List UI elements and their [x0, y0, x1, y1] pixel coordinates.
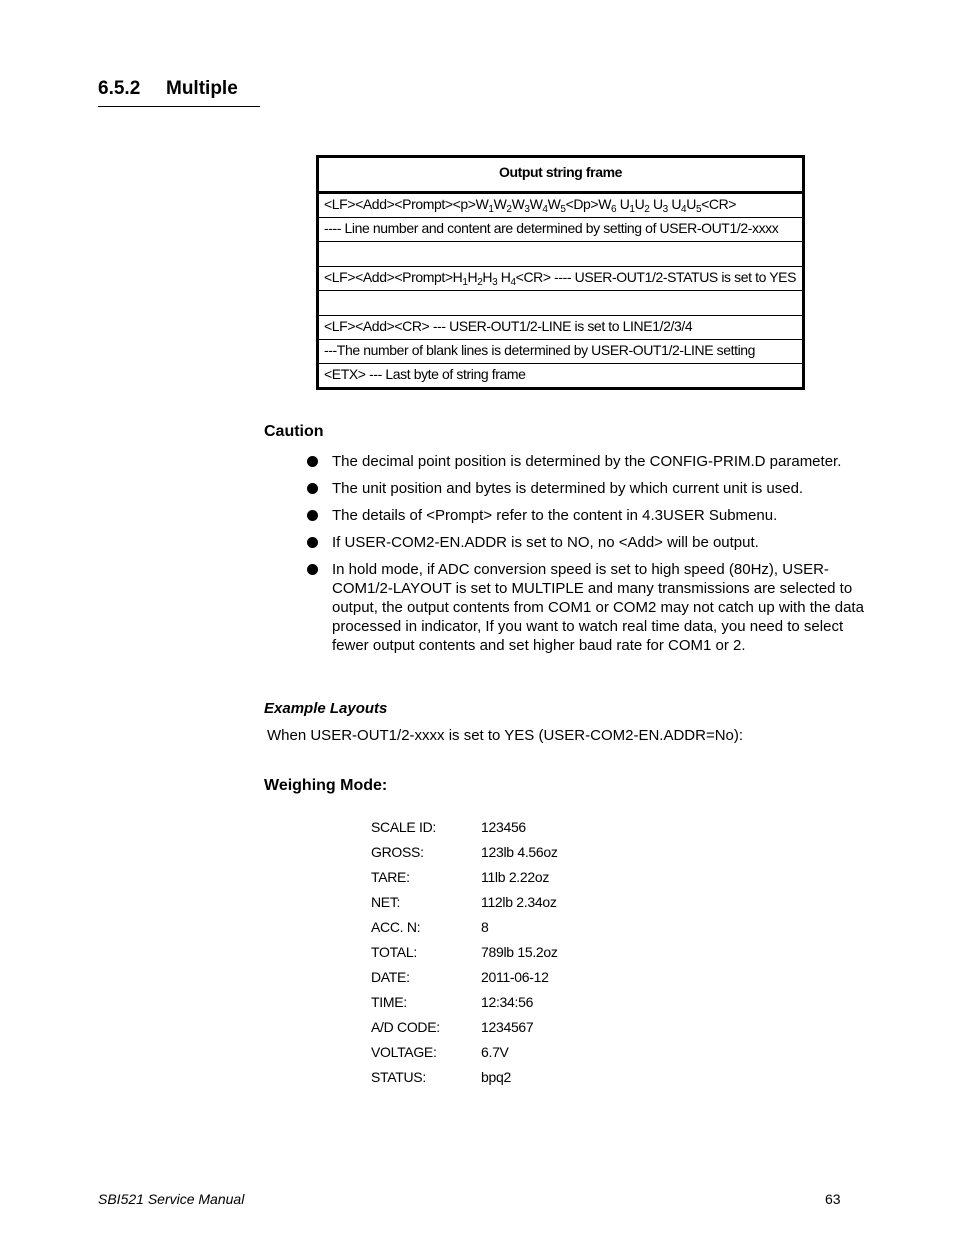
list-item	[371, 917, 558, 942]
table-row-status	[318, 267, 804, 291]
list-item	[371, 892, 558, 917]
subscript: 5	[560, 204, 566, 215]
table-row-line-note: ---- Line number and content are determined by setting of USER-OUT1/2-xxxx	[318, 218, 804, 242]
table-row-etx: <ETX> --- Last byte of string frame	[318, 364, 804, 389]
subscript: 3	[662, 204, 668, 215]
field-value: 12:34:56	[481, 994, 534, 1010]
field-value: 789lb 15.2oz	[481, 944, 558, 960]
text-segment: W	[529, 196, 543, 212]
text-segment: <LF><Add><Prompt><p>W	[324, 196, 489, 212]
field-label: TOTAL:	[371, 944, 417, 960]
subscript: 1	[462, 277, 468, 288]
table-row-blank	[318, 242, 804, 267]
table-row-line-setting: <LF><Add><CR> --- USER-OUT1/2-LINE is set to LINE1/2/3/4	[318, 316, 804, 340]
text-segment: <Dp>W	[565, 196, 612, 212]
text-segment: W	[547, 196, 561, 212]
table-row-frame-weights	[318, 193, 804, 218]
section-number: 6.5.2	[98, 78, 141, 99]
weighing-output-list	[371, 817, 558, 1092]
field-label: VOLTAGE:	[371, 1044, 437, 1060]
list-item	[371, 867, 558, 892]
bullet-icon	[307, 510, 318, 521]
list-item	[371, 942, 558, 967]
table-row-blank	[318, 291, 804, 316]
text-segment: W	[511, 196, 525, 212]
field-label: A/D CODE:	[371, 1019, 440, 1035]
list-item	[371, 992, 558, 1017]
field-value: 112lb 2.34oz	[481, 894, 557, 910]
field-label: DATE:	[371, 969, 410, 985]
list-item: The details of <Prompt> refer to the content in 4.3USER Submenu.	[305, 506, 865, 525]
text-segment: U	[634, 196, 645, 212]
field-value: 11lb 2.22oz	[481, 869, 550, 885]
table-row-blank-lines-note: ---The number of blank lines is determined by USER-OUT1/2-LINE setting	[318, 340, 804, 364]
text-segment: H	[467, 269, 478, 285]
table-header: Output string frame	[318, 157, 804, 193]
subscript: 3	[492, 277, 498, 288]
list-item: In hold mode, if ADC conversion speed is set to high speed (80Hz), USER-COM1/2-LAYOUT is set to MULTIPLE and many transmissions are selected to output, the output contents from COM1 or COM2 may not catch up with the data processed in indicator, If you want to watch real time data, you need to select fewer output contents and set higher baud rate for COM1 or 2.	[305, 560, 865, 655]
bullet-icon	[307, 537, 318, 548]
field-value: 1234567	[481, 1019, 534, 1035]
subscript: 4	[542, 204, 548, 215]
field-value: 8	[481, 919, 489, 935]
bullet-icon	[307, 564, 318, 575]
text-segment: U	[649, 196, 663, 212]
field-value: 2011-06-12	[481, 969, 549, 985]
text-segment: <CR> ---- USER-OUT1/2-STATUS is set to YES	[515, 269, 797, 285]
subscript: 1	[629, 204, 635, 215]
field-label: TIME:	[371, 994, 407, 1010]
field-label: TARE:	[371, 869, 410, 885]
subscript: 2	[477, 277, 483, 288]
list-item	[371, 842, 558, 867]
subscript: 2	[644, 204, 650, 215]
list-item	[371, 1067, 558, 1092]
subscript: 4	[510, 277, 516, 288]
example-heading: Example Layouts	[264, 700, 388, 717]
field-label: ACC. N:	[371, 919, 421, 935]
footer-manual-title: SBI521 Service Manual	[98, 1191, 245, 1207]
example-description: When USER-OUT1/2-xxxx is set to YES (USER-COM2-EN.ADDR=No):	[267, 727, 744, 744]
caution-heading: Caution	[264, 423, 324, 440]
list-item: The decimal point position is determined by the CONFIG-PRIM.D parameter.	[305, 452, 865, 471]
field-value: 6.7V	[481, 1044, 509, 1060]
field-label: STATUS:	[371, 1069, 426, 1085]
list-item	[371, 967, 558, 992]
subscript: 6	[611, 204, 617, 215]
text-segment: <LF><Add><Prompt>H	[324, 269, 463, 285]
section-title: Multiple	[166, 78, 238, 99]
subscript: 4	[681, 204, 687, 215]
field-value: 123456	[481, 819, 526, 835]
subscript: 5	[695, 204, 702, 215]
text-segment: H	[497, 269, 511, 285]
subscript: 3	[524, 204, 530, 215]
text-segment: U	[667, 196, 682, 212]
text-segment: W	[493, 196, 507, 212]
section-heading	[98, 78, 260, 107]
list-item	[371, 817, 558, 842]
text-segment: <CR>	[701, 196, 737, 212]
list-item	[371, 1042, 558, 1067]
field-label: SCALE ID:	[371, 819, 436, 835]
field-value: 123lb 4.56oz	[481, 844, 558, 860]
list-item: If USER-COM2-EN.ADDR is set to NO, no <Add> will be output.	[305, 533, 865, 552]
weighing-mode-heading: Weighing Mode:	[264, 777, 388, 794]
text-segment: H	[482, 269, 493, 285]
list-item: The unit position and bytes is determined by which current unit is used.	[305, 479, 865, 498]
caution-list	[305, 452, 865, 663]
field-label: GROSS:	[371, 844, 424, 860]
field-label: NET:	[371, 894, 401, 910]
subscript: 1	[488, 204, 494, 215]
field-value: bpq2	[481, 1069, 511, 1085]
text-segment: U	[686, 196, 696, 212]
footer-page-number: 63	[825, 1191, 841, 1207]
list-item	[371, 1017, 558, 1042]
bullet-icon	[307, 483, 318, 494]
bullet-icon	[307, 456, 318, 467]
text-segment: U	[616, 196, 630, 212]
output-string-frame-table	[316, 155, 805, 390]
subscript: 2	[506, 204, 512, 215]
